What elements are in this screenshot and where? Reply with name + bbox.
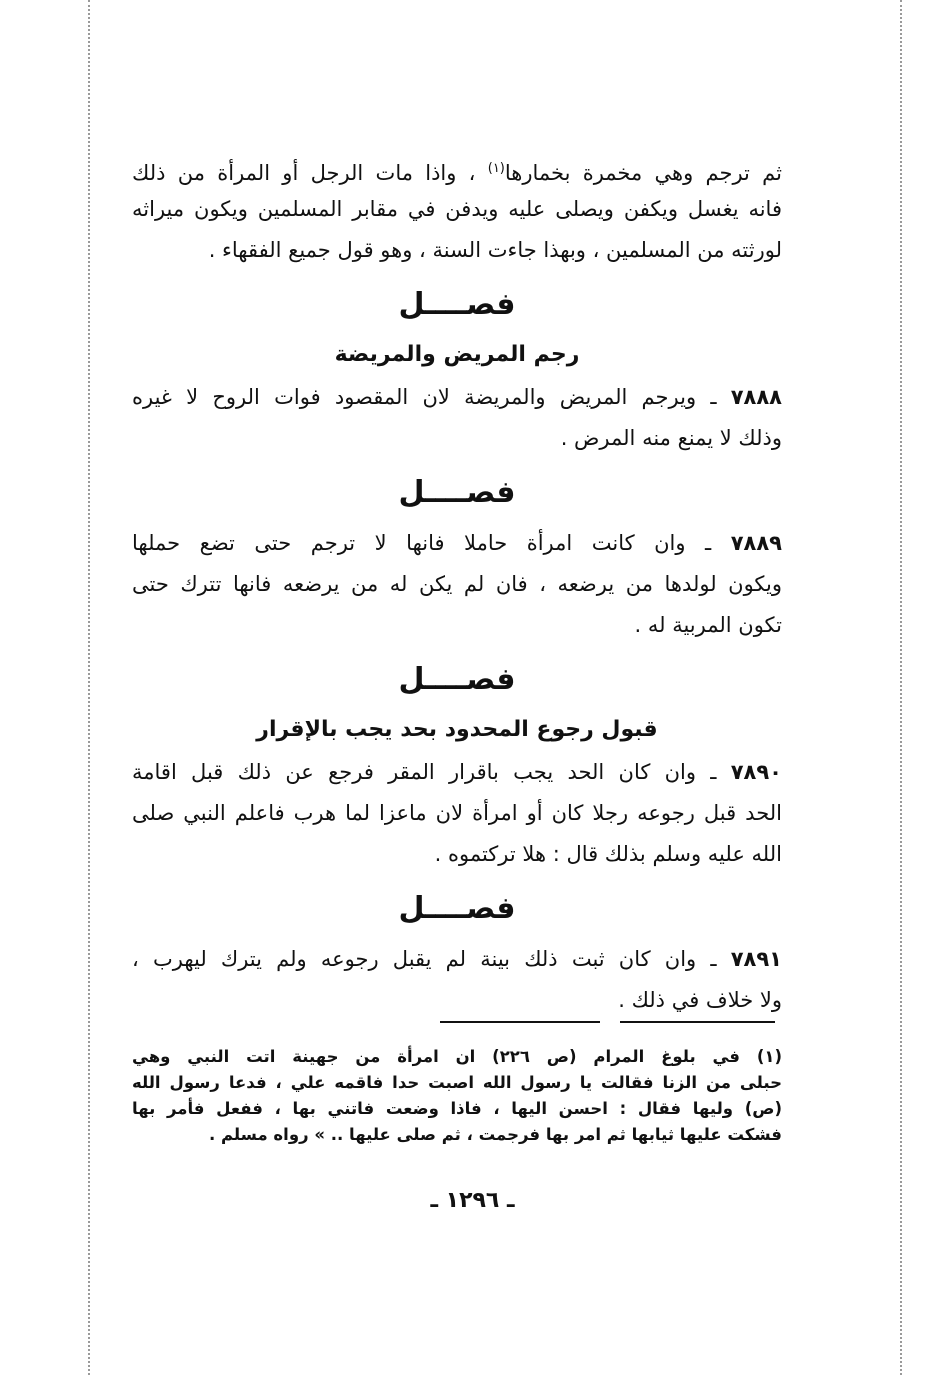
paragraph-7889-line-1 xyxy=(132,523,782,564)
footnote-line-1: (١) في بلوغ المرام (ص ٢٢٦) ان امرأة من جهينة اتت النبي وهي xyxy=(132,1047,782,1066)
footnote-line-4: فشكت عليها ثيابها ثم امر بها فرجمت ، ثم صلى عليها .. » رواه مسلم . xyxy=(208,1125,782,1144)
paragraph-7888-line-2: وذلك لا يمنع منه المرض . xyxy=(560,426,782,450)
footnote-line-2: حبلى من الزنا فقالت يا رسول الله اصبت حدا فاقمه علي ، فدعا رسول الله xyxy=(132,1073,782,1092)
paragraph-7888-line-1 xyxy=(132,377,782,418)
footnote-marker[interactable]: (١) xyxy=(487,161,505,176)
paragraph-number-7889: ٧٨٨٩ xyxy=(730,531,782,555)
paragraph-7891-line-2: ولا خلاف في ذلك . xyxy=(618,988,782,1012)
paragraph-7890-text: ـ وان كان الحد يجب باقرار المقر فرجع عن ذلك قبل اقامة xyxy=(132,760,731,784)
intro-line-1 xyxy=(132,148,782,189)
paragraph-7891-line-1 xyxy=(132,939,782,980)
paragraph-7891-text: ـ وان كان ثبت ذلك بينة لم يقبل رجوعه ولم يترك ليهرب ، xyxy=(132,947,731,971)
section-subheading-3: قبول رجوع المحدود بحد يجب بالإقرار xyxy=(256,717,658,742)
paragraph-7890-line-1 xyxy=(132,752,782,793)
paragraph-7889-text: ـ وان كانت امرأة حاملا فانها لا ترجم حتى تضع حملها xyxy=(132,531,731,555)
intro-line-2: فانه يغسل ويكفن ويصلى عليه ويدفن في مقابر المسلمين ويكون ميراثه xyxy=(132,197,782,221)
section-heading-1: فصــــل xyxy=(398,287,516,322)
main-text xyxy=(132,148,782,1021)
footnote-separator-left xyxy=(440,1021,600,1023)
page-number: ـ ١٢٩٦ ـ xyxy=(430,1188,515,1213)
intro-line-3: لورثته من المسلمين ، وبهذا جاءت السنة ، وهو قول جميع الفقهاء . xyxy=(208,238,782,262)
footnote-block xyxy=(132,1044,782,1148)
section-subheading-1: رجم المريض والمريضة xyxy=(334,342,580,367)
footnote-separator-right xyxy=(620,1021,775,1023)
paragraph-7889-line-2: ويكون لولدها من يرضعه ، فان لم يكن له من يرضعه فانها تترك حتى xyxy=(132,572,782,596)
section-heading-2: فصــــل xyxy=(398,475,516,510)
paragraph-7888-text: ـ ويرجم المريض والمريضة لان المقصود فوات الروح لا غيره xyxy=(132,385,731,409)
scan-edge-left xyxy=(88,0,90,1375)
paragraph-number-7890: ٧٨٩٠ xyxy=(730,760,782,784)
footnote-line-3: (ص) وليها فقال : احسن اليها ، فاذا وضعت فاتني بها ، ففعل فأمر بها xyxy=(132,1099,782,1118)
paragraph-7890-line-2: الحد قبل رجوعه رجلا كان أو امرأة لان ماعزا لما هرب فاعلم النبي صلى xyxy=(132,801,782,825)
paragraph-number-7888: ٧٨٨٨ xyxy=(730,385,782,409)
paragraph-number-7891: ٧٨٩١ xyxy=(730,947,782,971)
scan-edge-right xyxy=(900,0,902,1375)
paragraph-7889-line-3: تكون المربية له . xyxy=(634,613,782,637)
paragraph-7890-line-3: الله عليه وسلم بذلك قال : هلا تركتموه . xyxy=(434,842,782,866)
intro-line-1-text: ثم ترجم وهي مخمرة بخمارها xyxy=(504,161,782,185)
intro-line-1-rest: ، واذا مات الرجل أو المرأة من ذلك xyxy=(132,161,488,185)
section-heading-4: فصــــل xyxy=(398,891,516,926)
section-heading-3: فصــــل xyxy=(398,662,516,697)
